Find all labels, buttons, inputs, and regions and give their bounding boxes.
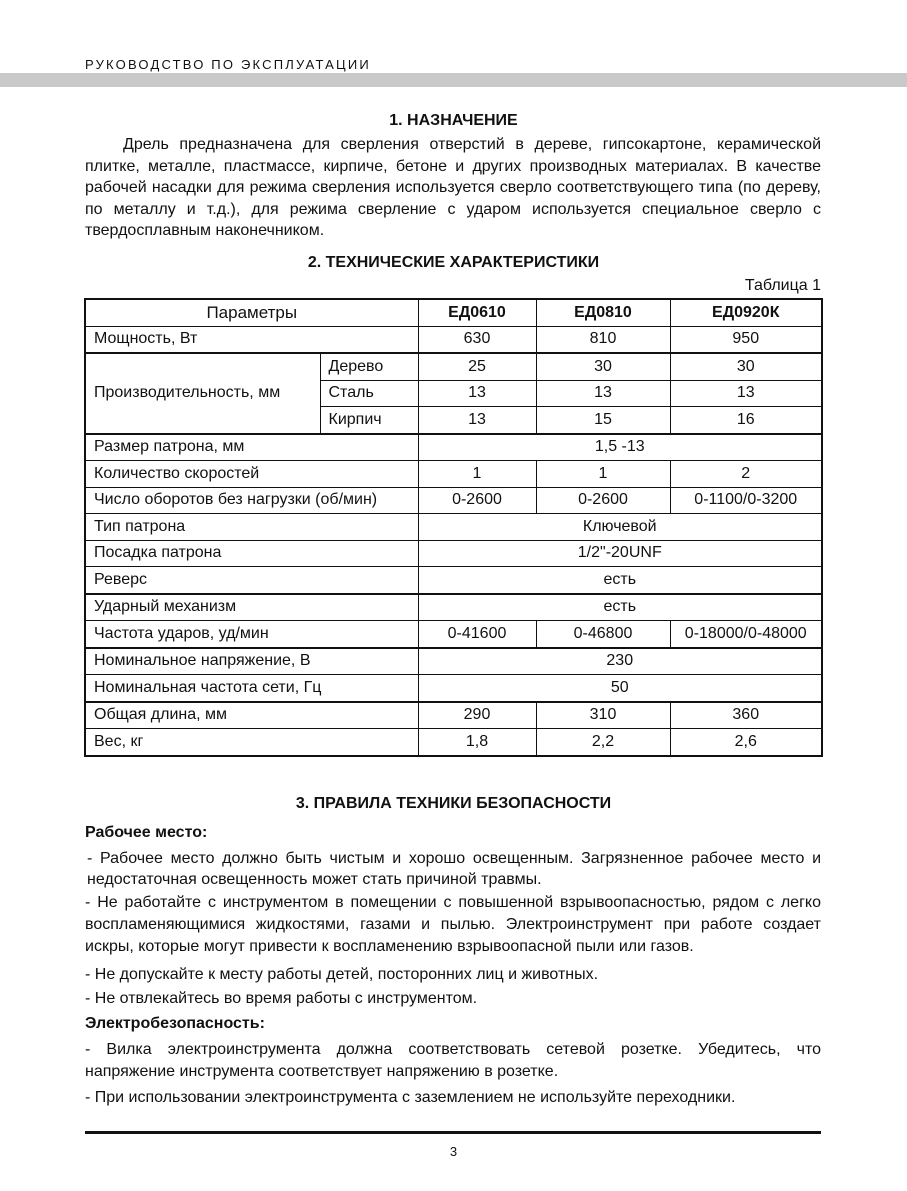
workplace-heading: Рабочее место: [85, 824, 208, 841]
list-item: - Не отвлекайтесь во время работы с инструментом. [85, 990, 478, 1007]
cell: 0-46800 [536, 621, 670, 648]
row-label: Производительность, мм [85, 353, 320, 434]
cell: 2,6 [670, 729, 822, 756]
cell: 0-41600 [418, 621, 536, 648]
footer-rule [85, 1131, 821, 1134]
list-item: - Рабочее место должно быть чистым и хорошо освещенным. Загрязненное рабочее место и недостаточная освещенность может стать причиной травмы. [87, 850, 821, 888]
cell: 810 [536, 326, 670, 353]
cell: 1,5 -13 [418, 434, 822, 461]
cell: 1 [418, 461, 536, 488]
header-bar [0, 73, 907, 87]
header-model-2: ЕД0810 [536, 299, 670, 326]
section3-title: 3. ПРАВИЛА ТЕХНИКИ БЕЗОПАСНОСТИ [295, 795, 612, 812]
cell: 1 [536, 461, 670, 488]
table-row [85, 675, 822, 702]
cell: 630 [418, 326, 536, 353]
cell: Ключевой [418, 514, 822, 541]
header-params: Параметры [85, 299, 418, 326]
row-label: Посадка патрона [85, 540, 418, 567]
list-item: - Не допускайте к месту работы детей, посторонних лиц и животных. [85, 966, 599, 983]
table-row [85, 326, 822, 353]
section2-title: 2. ТЕХНИЧЕСКИЕ ХАРАКТЕРИСТИКИ [307, 254, 600, 271]
cell: 1,8 [418, 729, 536, 756]
table-row [85, 648, 822, 675]
table-row [85, 353, 822, 380]
table-caption: Таблица 1 [744, 277, 821, 294]
cell: 30 [670, 353, 822, 380]
cell: 0-2600 [536, 487, 670, 514]
table-row [85, 487, 822, 514]
cell: 13 [418, 380, 536, 407]
cell: 1/2"-20UNF [418, 540, 822, 567]
specs-table [84, 298, 823, 757]
row-label: Мощность, Вт [85, 326, 418, 353]
table-row [85, 729, 822, 756]
row-label: Номинальная частота сети, Гц [85, 675, 418, 702]
cell: 13 [418, 407, 536, 434]
row-label: Размер патрона, мм [85, 434, 418, 461]
list-item: - При использовании электроинструмента с заземлением не используйте переходники. [85, 1089, 736, 1106]
material-label: Сталь [320, 380, 418, 407]
cell: 360 [670, 702, 822, 729]
cell: 13 [670, 380, 822, 407]
cell: 2 [670, 461, 822, 488]
cell: 2,2 [536, 729, 670, 756]
cell: 50 [418, 675, 822, 702]
cell: 950 [670, 326, 822, 353]
header-model-3: ЕД0920К [670, 299, 822, 326]
row-label: Тип патрона [85, 514, 418, 541]
section1-text: Дрель предназначена для сверления отверстий в дереве, гипсокартоне, керамической плитке, металле, пластмассе, кирпиче, бетоне и других производных материалах. В качестве рабочей насадки для режима сверления используется сверло соответствующего типа (по дереву, по металлу и т.д.), для режима сверление с ударом используется специальное сверло с твердосплавным наконечником. [85, 136, 821, 239]
row-label: Количество скоростей [85, 461, 418, 488]
header-model-1: ЕД0610 [418, 299, 536, 326]
cell: 0-2600 [418, 487, 536, 514]
cell: 25 [418, 353, 536, 380]
cell: 30 [536, 353, 670, 380]
row-label: Число оборотов без нагрузки (об/мин) [85, 487, 418, 514]
cell: 0-18000/0-48000 [670, 621, 822, 648]
table-header-row [85, 299, 822, 326]
cell: есть [418, 567, 822, 594]
cell: 290 [418, 702, 536, 729]
cell: есть [418, 594, 822, 621]
list-item: - Не работайте с инструментом в помещении с повышенной взрывоопасностью, рядом с легко воспламеняющимися жидкостями, газами и пылью. Электроинструмент при работе создает искры, которые могут привести к воспламенению взрывоопасной пыли или газов. [85, 894, 821, 955]
table-row [85, 461, 822, 488]
electric-heading: Электробезопасность: [85, 1015, 265, 1032]
row-label: Общая длина, мм [85, 702, 418, 729]
table-row [85, 540, 822, 567]
row-label: Вес, кг [85, 729, 418, 756]
table-row [85, 621, 822, 648]
section1-title: 1. НАЗНАЧЕНИЕ [389, 112, 518, 129]
cell: 15 [536, 407, 670, 434]
cell: 16 [670, 407, 822, 434]
table-row [85, 594, 822, 621]
material-label: Дерево [320, 353, 418, 380]
cell: 310 [536, 702, 670, 729]
row-label: Частота ударов, уд/мин [85, 621, 418, 648]
row-label: Номинальное напряжение, В [85, 648, 418, 675]
list-item: - Вилка электроинструмента должна соответствовать сетевой розетке. Убедитесь, что напряжение инструмента соответствует напряжению в розетке. [85, 1041, 821, 1080]
table-row [85, 567, 822, 594]
cell: 13 [536, 380, 670, 407]
material-label: Кирпич [320, 407, 418, 434]
table-row [85, 514, 822, 541]
table-row [85, 434, 822, 461]
row-label: Реверс [85, 567, 418, 594]
running-header: РУКОВОДСТВО ПО ЭКСПЛУАТАЦИИ [85, 57, 371, 72]
cell: 230 [418, 648, 822, 675]
page-number: 3 [449, 1144, 458, 1159]
table-row [85, 702, 822, 729]
cell: 0-1100/0-3200 [670, 487, 822, 514]
row-label: Ударный механизм [85, 594, 418, 621]
